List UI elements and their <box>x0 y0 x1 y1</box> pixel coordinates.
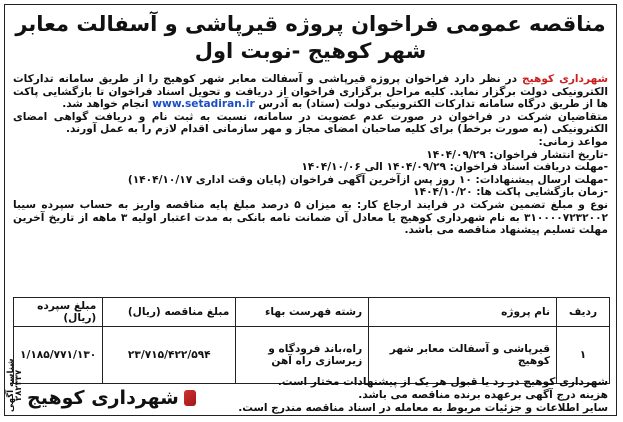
table-row <box>14 327 610 384</box>
tender-table <box>13 297 610 384</box>
table-header-row <box>14 298 610 327</box>
schedule-item: -مهلت ارسال پیشنهادات: ۱۰ روز پس ازآخرین آگهی فراخوان (پایان وقت اداری ۱۴۰۴/۱۰/۱۷) <box>127 173 608 186</box>
notice-title: مناقصه عمومی فراخوان پروژه قیرپاشی و آسفالت معابر <box>15 12 606 36</box>
cell-tender-amount: ۲۳/۷۱۵/۴۲۲/۵۹۴ <box>103 327 236 384</box>
guarantee-paragraph: نوع و مبلغ تضمین شرکت در فرایند ارجاع کار: به میزان ۵ درصد مبلغ پایه مناقصه واریز به حساب سپرده سیبا ۳۱۰۰۰۰۷۲۳۲۰۰۲ به نام شهرداری کوهیج یا معادل آن ضمانت نامه بانکی به مدت اعتبار اولیه ۳ ماهه از تاریخ آخرین مهلت تسلیم پیشنهاد مناقصه می باشد. <box>13 198 608 237</box>
notice-body <box>13 73 608 237</box>
cell-deposit-amount: ۱/۱۸۵/۷۷۱/۱۳۰ <box>14 327 103 384</box>
footer-line: هزینه درج آگهی برعهده برنده مناقصه می باشد. <box>358 389 608 401</box>
registration-paragraph: متقاضیان شرکت در فراخوان در صورت عدم عضویت در سامانه، نسبت به ثبت نام و دریافت گواهی امضای الکترونیکی (به صورت برخط) برای کلیه صاحبان امضای مجاز و مهر سازمانی اقدام لازم را به عمل آورند. <box>13 110 608 136</box>
setad-link[interactable]: www.setadiran.ir <box>152 98 255 111</box>
schedule-item: -تاریخ انتشار فراخوان: ۱۴۰۴/۰۹/۲۹ <box>426 148 608 161</box>
cell-row-number: ۱ <box>557 327 610 384</box>
logo-mark-icon <box>184 390 196 406</box>
intro-text-1: در نظر دارد فراخوان پروژه قیرپاشی و آسفالت معابر شهر کوهیج را از طریق سامانه تدارکات الکترونیکی دولت برگزار نماید. <box>13 73 608 98</box>
intro-text-3-pre: به آدرس <box>254 98 303 111</box>
schedule-item: -مهلت دریافت اسناد فراخوان: ۱۴۰۴/۰۹/۲۹ الی ۱۴۰۴/۱۰/۰۶ <box>301 161 608 174</box>
ad-code: شناسه آگهی ۲۸۲۳۳۷ <box>6 358 24 412</box>
schedule-heading: مواعد زمانی: <box>538 135 608 148</box>
logo-text: شهرداری کوهیج <box>27 387 179 409</box>
col-header-price-list: رشته فهرست بهاء <box>236 298 369 327</box>
col-header-tender-amount: مبلغ مناقصه (ریال) <box>103 298 236 327</box>
intro-paragraph <box>13 73 608 111</box>
cell-price-list: راه،باند فرودگاه و زیرسازی راه آهن <box>236 327 369 384</box>
intro-text-3-post: انجام خواهد شد. <box>62 98 153 111</box>
schedule-item: -زمان بازگشایی پاکت ها: ۱۴۰۴/۱۰/۲۰ <box>413 186 608 199</box>
schedule-list <box>13 149 608 199</box>
footer-line: سایر اطلاعات و جزئیات مربوط به معامله در اسناد مناقصه مندرج است. <box>238 402 608 414</box>
municipality-logo <box>27 387 196 409</box>
tender-notice <box>4 4 617 416</box>
cell-project-name: قیرپاشی و آسفالت معابر شهر کوهیج <box>369 327 557 384</box>
org-name: شهرداری کوهیج <box>522 73 608 85</box>
col-header-deposit-amount: مبلغ سپرده (ریال) <box>14 298 103 327</box>
col-header-row-number: ردیف <box>557 298 610 327</box>
col-header-project-name: نام پروژه <box>369 298 557 327</box>
footer-line: شهرداری کوهیج در رد یا قبول هر یک از پیشنهادات مختار است. <box>277 376 608 388</box>
intro-text-2: کلیه مراحل برگزاری فراخوان از دریافت و تحویل اسناد فراخوان تا بازگشایی پاکت ها از طریق درگاه سامانه تدارکات الکترونیکی دولت (ستاد) <box>13 85 608 111</box>
notice-subtitle: شهر کوهیج -نوبت اول <box>194 39 427 63</box>
